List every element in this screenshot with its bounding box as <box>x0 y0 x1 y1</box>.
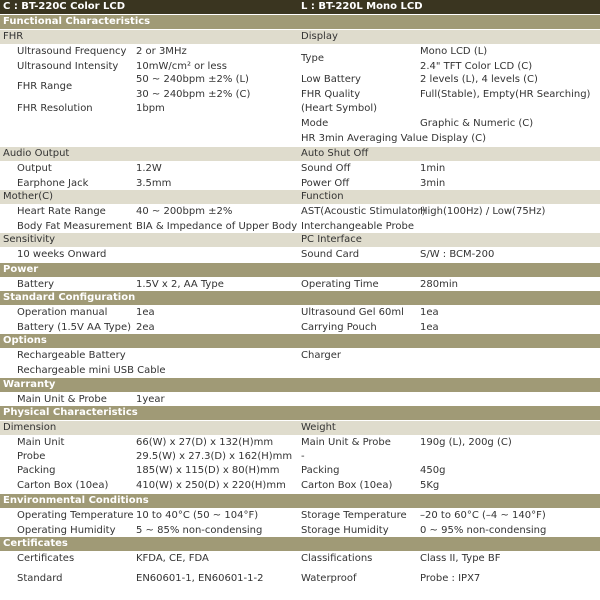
section-functional <box>0 15 600 29</box>
spec-label: (Heart Symbol) <box>301 103 378 114</box>
spec-value: BIA & Impedance of Upper Body <box>136 221 298 232</box>
spec-value: –20 to 60°C (–4 ~ 140°F) <box>420 510 546 521</box>
spec-value: 1year <box>136 394 165 405</box>
spec-label: Classifications <box>301 553 373 564</box>
spec-label: Carton Box (10ea) <box>17 480 109 491</box>
spec-value: 2 levels (L), 4 levels (C) <box>420 74 538 85</box>
section-title: Physical Characteristics <box>3 407 138 418</box>
spec-label: Packing <box>17 465 56 476</box>
spec-label: Carrying Pouch <box>301 322 377 333</box>
spec-value: Probe : IPX7 <box>420 573 481 584</box>
section-title: Environmental Conditions <box>3 495 149 506</box>
spec-label: FHR Resolution <box>17 103 93 114</box>
spec-value: 185(W) x 115(D) x 80(H)mm <box>136 465 280 476</box>
spec-label: Packing <box>301 465 340 476</box>
spec-value: 1ea <box>136 307 155 318</box>
spec-label: Main Unit & Probe <box>17 394 107 405</box>
spec-value: 450g <box>420 465 446 476</box>
spec-value: 410(W) x 250(D) x 220(H)mm <box>136 480 286 491</box>
subheader-auto-shut-off: Auto Shut Off <box>301 148 369 159</box>
spec-value: 3min <box>420 178 446 189</box>
section-warranty <box>0 378 600 392</box>
spec-label: Main Unit <box>17 437 65 448</box>
spec-label: Operating Humidity <box>17 525 116 536</box>
spec-label: Certificates <box>17 553 75 564</box>
subheader-weight: Weight <box>301 422 336 433</box>
subheader-function: Function <box>301 191 344 202</box>
mother-function-block <box>0 204 600 234</box>
subheader-sensitivity: Sensitivity <box>3 234 56 245</box>
spec-label: Heart Rate Range <box>17 206 106 217</box>
section-title: Power <box>3 264 39 275</box>
subheader-audio-autooff <box>0 147 600 161</box>
sensitivity-pc-row <box>0 247 600 261</box>
spec-value: 10 weeks Onward <box>17 249 107 260</box>
section-title: Warranty <box>3 379 56 390</box>
section-title: Functional Characteristics <box>3 16 151 27</box>
spec-label: Ultrasound Intensity <box>17 61 119 72</box>
spec-value: 3.5mm <box>136 178 172 189</box>
certificates-block <box>0 551 600 600</box>
spec-value: 2.4" TFT Color LCD (C) <box>420 61 533 72</box>
spec-value: Full(Stable), Empty(HR Searching) <box>420 89 591 100</box>
spec-label: Operation manual <box>17 307 108 318</box>
fhr-display-block <box>0 44 600 134</box>
spec-value: S/W : BCM-200 <box>420 249 495 260</box>
spec-value: 190g (L), 200g (C) <box>420 437 512 448</box>
section-certificates <box>0 537 600 551</box>
spec-label: Main Unit & Probe <box>301 437 391 448</box>
spec-label: Output <box>17 163 52 174</box>
section-environmental <box>0 494 600 508</box>
spec-label: Mode <box>301 118 329 129</box>
spec-label: Rechargeable mini USB Cable <box>17 365 166 376</box>
spec-value: 10 to 40°C (50 ~ 104°F) <box>136 510 259 521</box>
section-title: Standard Configuration <box>3 292 136 303</box>
spec-value: High(100Hz) / Low(75Hz) <box>420 206 546 217</box>
spec-label: Sound Card <box>301 249 360 260</box>
spec-value: 1.2W <box>136 163 162 174</box>
spec-value: 1ea <box>420 307 439 318</box>
spec-value: Graphic & Numeric (C) <box>420 118 534 129</box>
spec-label: Operating Time <box>301 279 379 290</box>
spec-value: 1.5V x 2, AA Type <box>136 279 224 290</box>
spec-value: HR 3min Averaging Value Display (C) <box>301 133 487 144</box>
spec-value: 29.5(W) x 27.3(D) x 162(H)mm <box>136 451 293 462</box>
spec-label: Rechargeable Battery <box>17 350 126 361</box>
spec-value: 280min <box>420 279 458 290</box>
model-c-label: C : BT-220C Color LCD <box>3 1 126 12</box>
section-title: Certificates <box>3 538 68 549</box>
spec-label: Storage Humidity <box>301 525 389 536</box>
power-row <box>0 277 600 291</box>
spec-value: 30 ~ 240bpm ±2% (C) <box>136 89 251 100</box>
section-standard-config <box>0 291 600 305</box>
subheader-mother: Mother(C) <box>3 191 54 202</box>
subheader-fhr: FHR <box>3 31 24 42</box>
spec-label: Waterproof <box>301 573 357 584</box>
subheader-sensitivity-pc <box>0 233 600 247</box>
spec-value: 50 ~ 240bpm ±2% (L) <box>136 74 249 85</box>
spec-value: 10mW/cm² or less <box>136 61 227 72</box>
spec-label: Carton Box (10ea) <box>301 480 393 491</box>
subheader-pc-interface: PC Interface <box>301 234 362 245</box>
spec-value: 0 ~ 95% non-condensing <box>420 525 547 536</box>
subheader-audio-output: Audio Output <box>3 148 70 159</box>
section-power <box>0 263 600 277</box>
spec-label: Low Battery <box>301 74 361 85</box>
subheader-fhr-display <box>0 30 600 44</box>
environment-block <box>0 508 600 538</box>
spec-value: 2 or 3MHz <box>136 46 187 57</box>
spec-value: 1min <box>420 163 446 174</box>
spec-label: Operating Temperature <box>17 510 134 521</box>
subheader-display: Display <box>301 31 338 42</box>
warranty-row <box>0 392 600 406</box>
spec-value: 66(W) x 27(D) x 132(H)mm <box>136 437 274 448</box>
spec-value: 40 ~ 200bpm ±2% <box>136 206 233 217</box>
spec-value: 1bpm <box>136 103 165 114</box>
spec-label: - <box>301 451 305 462</box>
spec-value: 5 ~ 85% non-condensing <box>136 525 263 536</box>
subheader-mother-function <box>0 190 600 204</box>
spec-label: Type <box>301 53 324 64</box>
spec-label: Earphone Jack <box>17 178 89 189</box>
spec-label: FHR Range <box>17 81 73 92</box>
spec-label: Probe <box>17 451 46 462</box>
spec-value: 1ea <box>420 322 439 333</box>
spec-label: Standard <box>17 573 63 584</box>
spec-label: Ultrasound Gel 60ml <box>301 307 404 318</box>
spec-label: Battery (1.5V AA Type) <box>17 322 132 333</box>
spec-label: Battery <box>17 279 55 290</box>
spec-value: 5Kg <box>420 480 440 491</box>
spec-label: Storage Temperature <box>301 510 407 521</box>
audio-autooff-block <box>0 161 600 191</box>
spec-label: Interchangeable Probe <box>301 221 415 232</box>
spec-value: 2ea <box>136 322 155 333</box>
model-l-label: L : BT-220L Mono LCD <box>301 1 423 12</box>
spec-value: EN60601-1, EN60601-1-2 <box>136 573 264 584</box>
spec-value: KFDA, CE, FDA <box>136 553 209 564</box>
spec-label: Power Off <box>301 178 350 189</box>
config-block <box>0 305 600 335</box>
section-physical <box>0 406 600 420</box>
spec-label: Body Fat Measurement <box>17 221 133 232</box>
section-options <box>0 334 600 348</box>
display-avg-row <box>0 131 600 145</box>
spec-label: Ultrasound Frequency <box>17 46 127 57</box>
subheader-dimension: Dimension <box>3 422 57 433</box>
physical-block <box>0 435 600 493</box>
options-block <box>0 348 600 378</box>
spec-label: FHR Quality <box>301 89 361 100</box>
spec-value: Class II, Type BF <box>420 553 501 564</box>
subheader-dimension-weight <box>0 421 600 435</box>
spec-label: Charger <box>301 350 341 361</box>
spec-label: Sound Off <box>301 163 351 174</box>
section-title: Options <box>3 335 47 346</box>
spec-label: AST(Acoustic Stimulator) <box>301 206 426 217</box>
spec-value: Mono LCD (L) <box>420 46 488 57</box>
model-header-bar <box>0 0 600 14</box>
